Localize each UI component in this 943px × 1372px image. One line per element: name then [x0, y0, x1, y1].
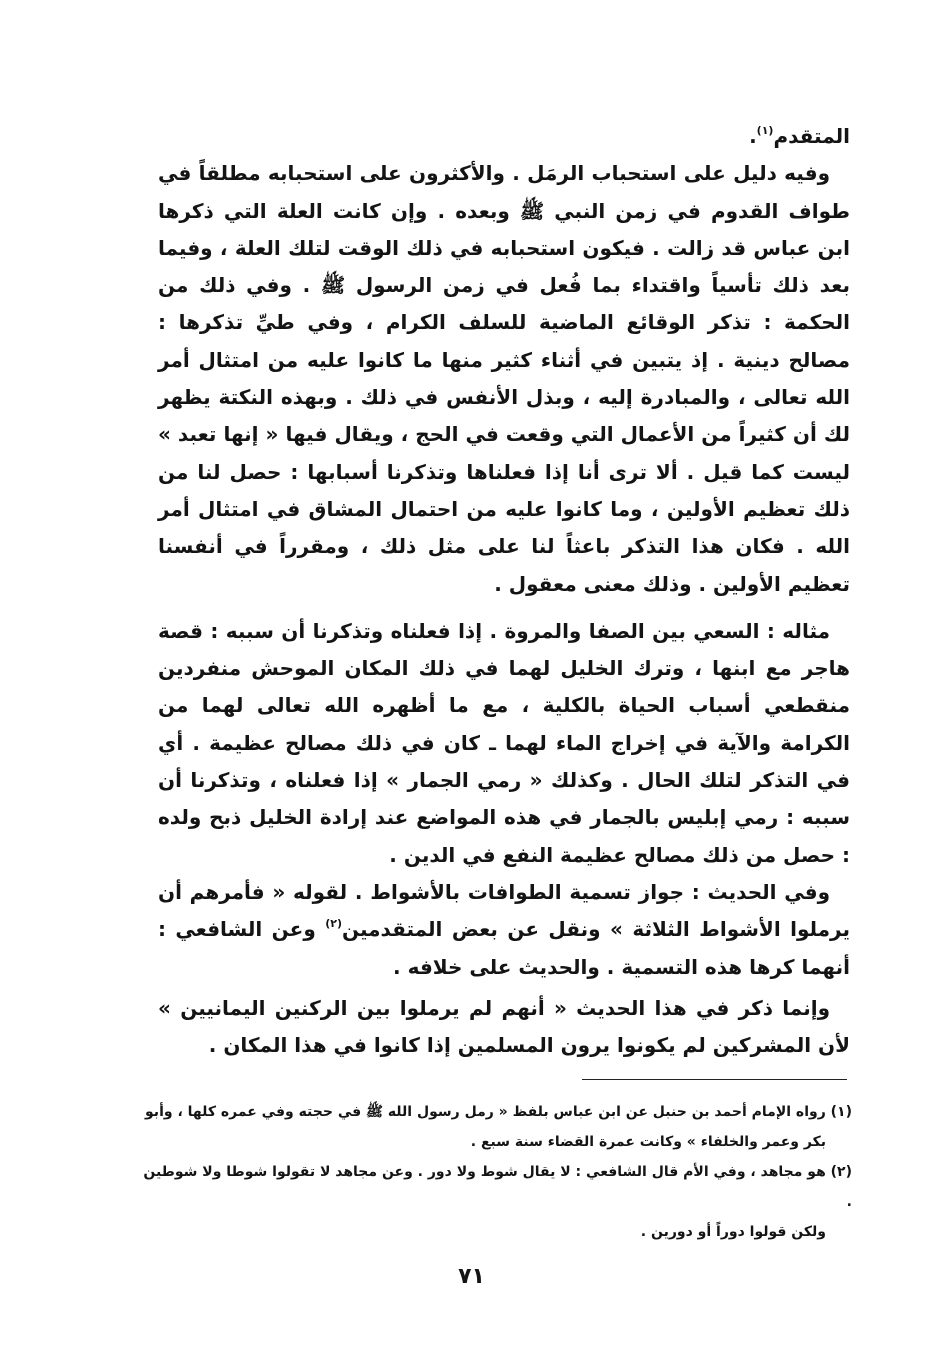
paragraph-1 [158, 118, 850, 155]
footnote-separator [582, 1079, 847, 1080]
main-text [158, 118, 850, 1064]
footnote-1-line-1: (١) رواه الإمام أحمد بن حنبل عن ابن عباس بلفظ « رمل رسول الله ﷺ في حجته وفي عمره كلها ، وأبو [145, 1104, 852, 1120]
paragraph-2: وفيه دليل على استحباب الرمَل . والأكثرون على استحبابه مطلقاً في طواف القدوم في زمن النبي ﷺ وبعده . وإن كانت العلة التي ذكرها ابن عباس قد زالت . فيكون استحبابه في ذلك الوقت لتلك العلة ، وفيما بعد ذلك تأسياً واقتداء بما فُعل في زمن الرسول ﷺ . وفي ذلك من الحكمة : تذكر الوقائع الماضية للسلف الكرام ، وفي طيِّ تذكرها : مصالح دينية . إذ يتبين في أثناء كثير منها ما كانوا عليه من امتثال أمر الله تعالى ، والمبادرة إليه ، وبذل الأنفس في ذلك . وبهذه النكتة يظهر لك أن كثيراً من الأعمال التي وقعت في الحج ، ويقال فيها « إنها تعبد » ليست كما قيل . ألا ترى أنا إذا فعلناها وتذكرنا أسبابها : حصل لنا من ذلك تعظيم الأولين ، وما كانوا عليه من احتمال المشاق في امتثال أمر الله . فكان هذا التذكر باعثاً لنا على مثل ذلك ، ومقرراً في أنفسنا تعظيم الأولين . وذلك معنى معقول . [158, 161, 850, 596]
paragraph-1-text: المتقدم [773, 124, 850, 148]
paragraph-4-text: وفي الحديث : جواز تسمية الطوافات بالأشواط . لقوله « فأمرهم أن يرملوا الأشواط الثلاثة » ونقل عن بعض المتقدمين [158, 879, 850, 942]
footnote-2-line-2: ولكن قولوا دوراً أو دورين . [640, 1224, 826, 1240]
paragraph-4-end: وعن الشافعي : أنهما كرها هذه التسمية . والحديث على خلافه . [158, 917, 850, 979]
footnote-ref-2: (٢) [325, 917, 342, 931]
footnote-ref-1: (١) [756, 124, 774, 137]
footnote-2-line-1: (٢) هو مجاهد ، وفي الأم قال الشافعي : لا يقال شوط ولا دور . وعن مجاهد لا تقولوا شوطا ولا شوطين . [143, 1164, 852, 1210]
paragraph-5: وإنما ذكر في هذا الحديث « أنهم لم يرملوا بين الركنين اليمانيين » لأن المشركين لم يكونوا يرون المسلمين إذا كانوا في هذا المكان . [158, 995, 850, 1058]
paragraph-4 [158, 874, 850, 986]
paragraph-3: مثاله : السعي بين الصفا والمروة . إذا فعلناه وتذكرنا أن سببه : قصة هاجر مع ابنها ، وترك الخليل لهما في ذلك المكان الموحش منفردين منقطعي أسباب الحياة بالكلية ، مع ما أظهره الله تعالى لهما من الكرامة والآية في إخراج الماء لهما ـ كان في ذلك مصالح عظيمة . أي في التذكر لتلك الحال . وكذلك « رمي الجمار » إذا فعلناه ، وتذكرنا أن سببه : رمي إبليس بالجمار في هذه المواضع عند إرادة الخليل ذبح ولده : حصل من ذلك مصالح عظيمة النفع في الدين . [158, 618, 850, 867]
footnotes [140, 1097, 852, 1247]
page-number: ٧١ [458, 1264, 485, 1289]
paragraph-1-end: . [749, 124, 757, 148]
footnote-1-line-2: بكر وعمر والخلفاء » وكانت عمرة القضاء سنة سبع . [470, 1134, 826, 1150]
